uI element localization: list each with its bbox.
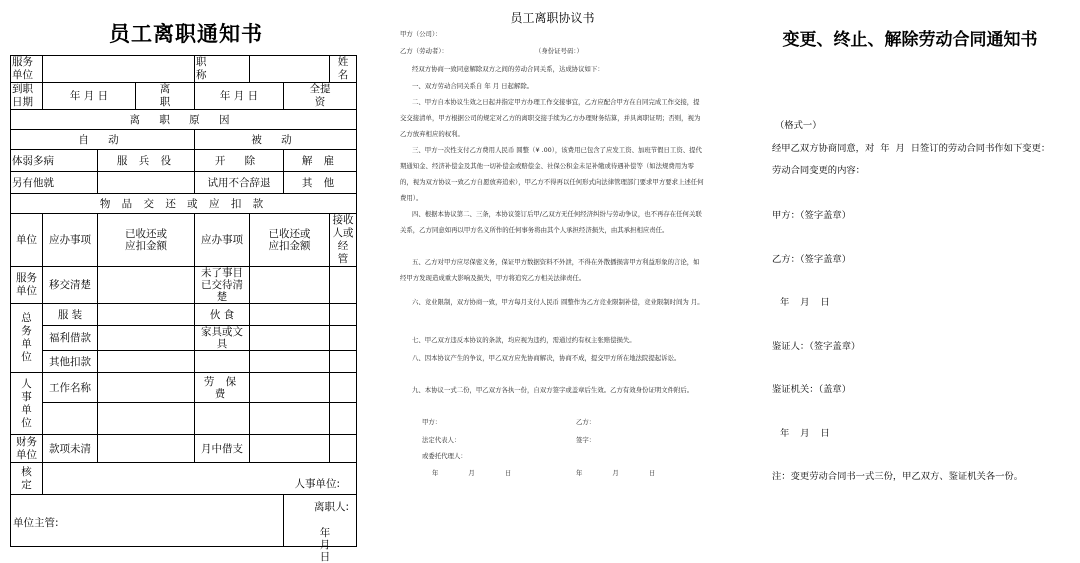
row-reasons-2: [11, 172, 357, 194]
amount-handover[interactable]: [98, 267, 195, 304]
amount-furniture[interactable]: [250, 326, 330, 351]
amount-hr-blank-2[interactable]: [250, 403, 330, 435]
manager-area[interactable]: [11, 495, 284, 547]
reason-military: 服 兵 役: [98, 150, 195, 172]
label-title: 职称: [195, 56, 250, 83]
header-unit: 单位: [11, 214, 43, 267]
clause-9: 九、本协议一式二份，甲乙双方各执一份，自双方签字或盖章后生效。乙方有效身份证明文件附后。: [412, 386, 694, 394]
format-label: （格式一）: [775, 120, 822, 131]
label-join-date: 到职日期: [11, 83, 43, 110]
hr-unit-signature: 人事单位:: [294, 478, 340, 490]
row-verify: [11, 463, 357, 495]
clause-2: 二、甲方自本协议生效之日起并指定甲方办理工作交接事宜，乙方应配合甲方在自同完成工作交接，提交交接清单，甲方根据公司的规定对乙方的离职交接手续为乙方办理财务结算，并具离职证明；否则，视为乙方放弃相应的权利。: [400, 98, 701, 138]
amount-uniform[interactable]: [98, 304, 195, 326]
leaver-label: 离职人:: [314, 501, 350, 513]
row-general-1: [11, 304, 357, 326]
reason-other: 其 他: [284, 172, 357, 194]
amount-pending[interactable]: [250, 267, 330, 304]
agency-seal: 鉴证机关：（盖章）: [772, 384, 852, 395]
amount-other-deduction[interactable]: [98, 351, 195, 373]
clause-3: 三、甲方一次性支付乙方费用人民币 圆整（¥ .00），该费用已包含了应发工资、加班节假日工资、提代期通知金、经济补偿金及其他一切补偿金或赔偿金、社保公积金未足补缴或待遇补偿等（如法规费用为零的，视为双方协议一致乙方自愿放弃追索），甲乙方不得再以任何形式向法律管理部门要求甲方要求上述任何费用）。: [400, 146, 704, 202]
agreement-intro: 经双方协商一致同意解除双方之间的劳动合同关系，达成协议如下：: [412, 65, 604, 73]
unit-general: 总务单位: [11, 304, 43, 373]
date-2: 年 月 日: [780, 428, 830, 439]
header-receiver: 接收人或经 管: [330, 214, 357, 267]
change-content-label: 劳动合同变更的内容：: [772, 165, 865, 176]
resignation-notice-form: [0, 0, 372, 563]
item-advance: 月中借支: [195, 435, 250, 463]
value-service-unit[interactable]: [43, 56, 195, 83]
item-handover: 移交清楚: [43, 267, 98, 304]
reason-illness: 体弱多病: [11, 150, 98, 172]
row-basic-info: [11, 56, 357, 83]
amount-welfare-loan[interactable]: [98, 326, 195, 351]
header-item-2: 应办事项: [195, 214, 250, 267]
item-other-deduction: 其他扣款: [43, 351, 98, 373]
unit-hr: 人事单位: [11, 373, 43, 435]
label-leave-date: 离职: [136, 83, 195, 110]
section-items-return: 物 品 交 还 或 应 扣 款: [11, 194, 357, 214]
authorized-agent: 或委托代理人：: [422, 452, 467, 460]
row-dates: [11, 83, 357, 110]
item-blank: [195, 351, 250, 373]
amount-blank[interactable]: [250, 351, 330, 373]
sign-party-a: 甲方：: [422, 418, 442, 426]
clause-8: 八、因本协议产生的争议，甲乙双方应先协商解决，协商不成，提交甲方所在地法院提起诉讼。: [412, 354, 681, 362]
item-pending-explained: 未了事目已交待清楚: [195, 267, 250, 304]
date-party-a: 年 月 日: [432, 469, 512, 477]
header-item-1: 应办事项: [43, 214, 98, 267]
row-reasons-1: [11, 150, 357, 172]
leaver-area[interactable]: [284, 495, 357, 563]
label-service-unit: 服务单位: [11, 56, 43, 83]
notice-note: 注：变更劳动合同书一式三份，甲乙双方、鉴证机关各一份。: [772, 471, 1024, 482]
clause-7: 七、甲乙双方违反本协议的条款，均应视为违约，需通过约有权主张赔偿损失。: [412, 336, 636, 344]
receiver-finance[interactable]: [330, 435, 357, 463]
value-join-date[interactable]: 年 月 日: [43, 83, 136, 110]
reason-dismissed: 开 除: [195, 150, 284, 172]
row-general-3: [11, 351, 357, 373]
receiver-hr-1[interactable]: [330, 373, 357, 403]
signature-label: 签字：: [576, 436, 596, 444]
leaver-date: 年 月 日: [319, 527, 341, 563]
item-hr-blank[interactable]: [43, 403, 98, 435]
agreement-line: 经甲乙双方协商同意，对 年 月 日签订的劳动合同书作如下变更：: [772, 143, 1051, 154]
row-service-unit: [11, 267, 357, 304]
section-leave-reason: 离 职 原 因: [11, 110, 357, 130]
item-hr-blank-2[interactable]: [195, 403, 250, 435]
clause-4: 四、根据本协议第二、三条，本协议签订后甲/乙双方无任何经济纠纷与劳动争议，也不再存在任何关联关系，乙方同意如再以甲方名义所作的任何事务将由其个人承担经济损失，由其承担相应责任。: [400, 210, 702, 234]
unit-finance: 财务单位: [11, 435, 43, 463]
receiver-general-2[interactable]: [330, 326, 357, 351]
clause-5: 五、乙方对甲方应尽保密义务，保证甲方数据资料不外泄，不得在外散播损害甲方利益形象的言论，如经甲方发现造成重大影响及损失，甲方将追究乙方相关法律责任。: [400, 258, 700, 282]
row-general-2: [11, 326, 357, 351]
value-title[interactable]: [250, 56, 330, 83]
item-uniform: 服 装: [43, 304, 98, 326]
date-1: 年 月 日: [780, 297, 830, 308]
item-meals: 伙 食: [195, 304, 250, 326]
resignation-table: [10, 55, 357, 563]
header-amount-2: 已收还或应扣金额: [250, 214, 330, 267]
label-name: 姓名: [330, 56, 357, 83]
clause-6: 六、竞业限制，双方协商一致，甲方每月支付人民币 圆整作为乙方竞业限制补偿，竞业限制时间为 月。: [412, 298, 704, 306]
reason-laid-off: 解 雇: [284, 150, 357, 172]
row-hr-1: [11, 373, 357, 403]
verify-area[interactable]: [43, 463, 357, 495]
amount-labor-insurance[interactable]: [250, 373, 330, 403]
receiver-general-1[interactable]: [330, 304, 357, 326]
receiver-service[interactable]: [330, 267, 357, 304]
legal-representative: 法定代表人：: [422, 436, 461, 444]
party-a-label: 甲方（公司）：: [400, 30, 442, 38]
date-party-b: 年 月 日: [576, 469, 656, 477]
manager-label: 单位主管:: [13, 517, 59, 529]
amount-hr-blank[interactable]: [98, 403, 195, 435]
item-welfare-loan: 福利借款: [43, 326, 98, 351]
party-b-label: 乙方（劳动者）：: [400, 47, 448, 55]
row-items-header: [11, 214, 357, 267]
item-unpaid: 款项未清: [43, 435, 98, 463]
item-furniture: 家具或文具: [195, 326, 250, 351]
party-b-sign: 乙方：（签字盖章）: [772, 254, 852, 265]
receiver-hr-2[interactable]: [330, 403, 357, 435]
row-hr-2: [11, 403, 357, 435]
sign-party-b: 乙方：: [576, 418, 596, 426]
row-finance: [11, 435, 357, 463]
label-involuntary: 被 动: [195, 130, 357, 150]
resignation-agreement: [380, 0, 725, 512]
reason-blank: [98, 172, 195, 194]
amount-unpaid[interactable]: [98, 435, 195, 463]
clause-1: 一、双方劳动合同关系自 年 月 日起解除。: [412, 82, 534, 90]
receiver-general-3[interactable]: [330, 351, 357, 373]
item-labor-insurance: 劳 保 费: [195, 373, 250, 403]
amount-advance[interactable]: [250, 435, 330, 463]
reason-probation: 试用不合辞退: [195, 172, 284, 194]
notice-title: 变更、终止、解除劳动合同通知书: [782, 30, 1038, 50]
agreement-title: 员工离职协议书: [510, 11, 595, 25]
item-job-title: 工作名称: [43, 373, 98, 403]
contract-change-notice: [740, 0, 1080, 512]
amount-job-title[interactable]: [98, 373, 195, 403]
id-number-label: （身份证号码：）: [535, 47, 583, 55]
label-verify: 核定: [11, 463, 43, 495]
row-footer: [11, 495, 357, 547]
label-full-pay: 全提资: [284, 83, 357, 110]
label-voluntary: 自 动: [11, 130, 195, 150]
amount-meals[interactable]: [250, 304, 330, 326]
header-amount-1: 已收还或应扣金额: [98, 214, 195, 267]
witness-sign: 鉴证人：（签字盖章）: [772, 341, 861, 352]
party-a-sign: 甲方：（签字盖章）: [772, 210, 852, 221]
form-title: 员工离职通知书: [109, 22, 263, 46]
value-leave-date[interactable]: 年 月 日: [195, 83, 284, 110]
reason-other-job: 另有他就: [11, 172, 98, 194]
unit-service: 服务单位: [11, 267, 43, 304]
